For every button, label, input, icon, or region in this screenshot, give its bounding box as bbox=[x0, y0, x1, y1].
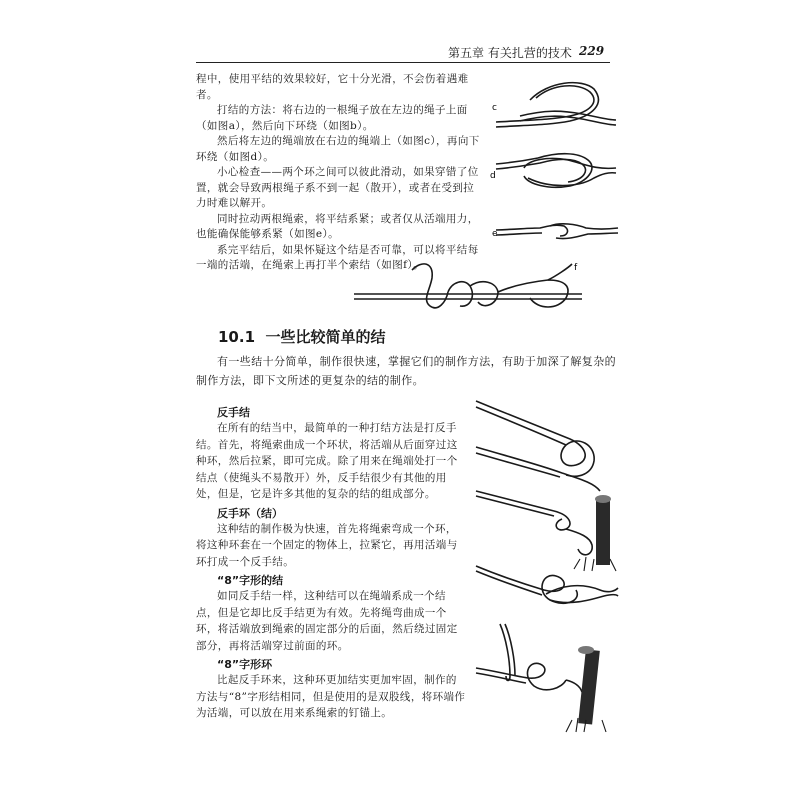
figure-label-d: d bbox=[490, 171, 496, 181]
post bbox=[596, 499, 610, 565]
knot-figure-c bbox=[490, 80, 620, 138]
section-title: 一些比较简单的结 bbox=[265, 328, 386, 346]
paragraph-check: 小心检查——两个环之间可以彼此滑动，如果穿错了位置，就会导致两根绳子系不到一起（散开），或者在受到拉力时难以解开。 bbox=[196, 166, 479, 209]
subheading-figure-eight-knot: “8”字形的结 bbox=[217, 574, 284, 587]
post-2 bbox=[578, 649, 600, 724]
page-number: 229 bbox=[579, 44, 605, 58]
chapter-title: 第五章 有关扎营的技术 bbox=[448, 46, 572, 60]
subheading-figure-eight-loop: “8”字形环 bbox=[217, 658, 273, 671]
figure-eight-loop-text: 比起反手环来，这种环更加结实更加牢固，制作的方法与“8”字形结相同，但是使用的是双股线，将环端作为活端，可以放在用来系绳索的钉锚上。 bbox=[196, 674, 466, 719]
section-intro bbox=[196, 352, 616, 390]
figure-label-e: e bbox=[492, 229, 498, 239]
figure-eight-loop-illustration bbox=[470, 620, 620, 736]
intro-paragraph: 有一些结十分简单，制作很快速，掌握它们的制作方法，有助于加深了解复杂的制作方法，即下文所述的更复杂的结的制作。 bbox=[196, 355, 616, 387]
header-rule bbox=[196, 62, 610, 63]
paragraph-tighten: 同时拉动两根绳索，将平结系紧；或者仅从活端用力，也能确保能够系紧（如图e）。 bbox=[196, 212, 479, 240]
figure-eight-knot-text: 如同反手结一样，这种结可以在绳端系成一个结点，但是它却比反手结更为有效。先将绳弯曲成一个环，将活端放到绳索的固定部分的后面，然后绕过固定部分，再将活端穿过前面的环。 bbox=[196, 590, 458, 652]
overhand-knot-text: 在所有的结当中，最简单的一种打结方法是打反手结。首先，将绳索曲成一个环状，将活端从后面穿过这种环，然后拉紧，即可完成。除了用来在绳端处打一个结点（使绳头不易散开）外，反手结很少有其他的用处，但是，它是许多其他的复杂的结的组成部分。 bbox=[196, 422, 458, 500]
knot-figure-d bbox=[488, 148, 622, 198]
section-number: 10.1 bbox=[218, 328, 256, 346]
lower-text-column bbox=[196, 404, 466, 722]
overhand-loop-text: 这种结的制作极为快速，首先将绳索弯成一个环，将这种环套在一个固定的物体上，拉紧它，再用活端与环打成一个反手结。 bbox=[196, 522, 458, 568]
paragraph-step-cd: 然后将左边的绳端放在右边的绳端上（如图c），再向下环绕（如图d）。 bbox=[196, 135, 480, 163]
knot-figure-f bbox=[352, 256, 592, 320]
subheading-overhand-loop: 反手环（结） bbox=[217, 506, 283, 520]
figure-label-c: c bbox=[492, 103, 497, 113]
figure-label-f: f bbox=[574, 263, 578, 273]
overhand-knot-illustration bbox=[470, 395, 620, 495]
paragraph-continuation: 程中，使用平结的效果较好，它十分光滑，不会伤着遇难者。 bbox=[196, 73, 469, 101]
subheading-overhand-knot: 反手结 bbox=[217, 406, 250, 419]
top-text-block bbox=[196, 72, 481, 274]
paragraph-half-hitch: 系完平结后，如果怀疑这个结是否可靠，可以将平结每一端的活端，在绳索上再打半个索结（如图f）。 bbox=[196, 243, 479, 271]
section-heading bbox=[218, 326, 385, 347]
knot-figure-e bbox=[490, 214, 624, 248]
paragraph-method: 打结的方法：将右边的一根绳子放在左边的绳子上面（如图a），然后向下环绕（如图b）。 bbox=[196, 104, 468, 132]
